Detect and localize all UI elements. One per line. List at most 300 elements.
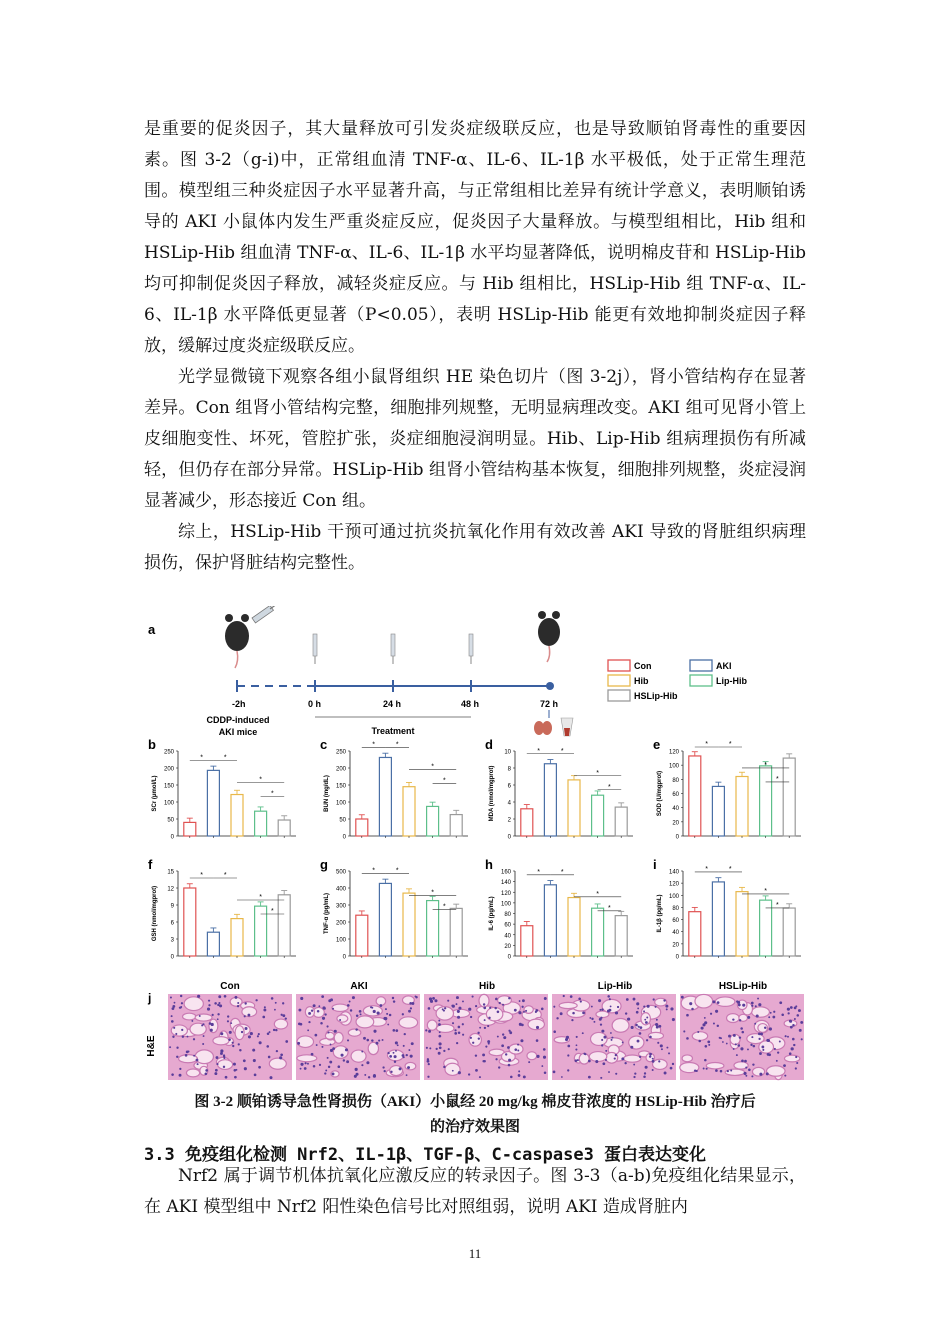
nucleus [470,1037,472,1039]
nucleus [666,1047,668,1049]
nucleus [609,1009,612,1012]
y-tick-label: 500 [335,869,346,876]
y-axis-label: MDA (nmol/mgprot) [489,765,495,822]
chart-panel-g [320,857,468,961]
nucleus [389,1055,392,1058]
chart-panel-b [148,737,296,841]
nucleus [411,1042,414,1045]
nucleus [720,1070,723,1073]
paragraph-summary: 综上，HSLip-Hib 干预可通过抗炎抗氧化作用有效改善 AKI 导致的肾脏组织病理损伤，保护肾脏结构完整性。 [144,522,806,573]
paragraph-histology: 光学显微镜下观察各组小鼠肾组织 HE 染色切片（图 3-2j），肾小管结构存在显著差异。Con 组肾小管结构完整，细胞排列规整，无明显病理改变。AKI 组可见肾小管上皮细胞变性、坏死，管腔扩张，炎症细胞浸润明显。Hib、Lip-Hib 组病理损伤有所减轻，但仍存在部分异常。HSLip-Hib 组肾小管结构基本恢复，细胞排列规整，炎症浸润显著减少，形态接近 Con 组。 [144,367,806,511]
nucleus [212,1014,214,1016]
bar-con [521,926,533,956]
tubule [612,1018,629,1032]
nucleus [373,1010,376,1013]
nucleus [429,1047,431,1049]
y-tick-label: 100 [668,763,679,770]
legend [608,660,747,701]
nucleus [482,1060,484,1062]
nucleus [266,1045,269,1048]
nucleus [601,1039,603,1041]
nucleus [197,1063,199,1065]
nucleus [611,1037,613,1039]
nucleus [205,1072,208,1075]
model-label-line2: AKI mice [218,727,258,737]
nucleus [575,1059,578,1062]
nucleus [779,1041,781,1043]
y-tick-label: 2 [507,817,511,824]
nucleus [670,1067,673,1070]
nucleus [457,1016,460,1019]
chart-panel-d [485,737,633,841]
nucleus [483,1007,486,1010]
nucleus [482,1053,485,1056]
nucleus [644,1072,646,1074]
nucleus [691,1008,693,1010]
nucleus [762,1049,764,1051]
nucleus [630,1046,633,1049]
nucleus [647,1005,650,1008]
significance-star: * [271,908,274,915]
tubule [325,1032,334,1039]
nucleus [355,1068,358,1071]
nucleus [661,1048,663,1050]
y-tick-label: 6 [507,783,511,790]
nucleus [637,1008,639,1010]
tubule [356,1016,374,1028]
nucleus [356,1073,359,1076]
nucleus [428,1007,431,1010]
nucleus [744,1060,747,1063]
nucleus [208,1004,210,1006]
nucleus [229,1031,232,1034]
y-tick-label: 100 [335,800,346,807]
nucleus [624,1062,626,1064]
nucleus [715,1069,718,1072]
nucleus [315,1034,318,1037]
nucleus [605,1050,607,1052]
nucleus [193,1055,195,1057]
y-axis-label: IL-6 (pg/mL) [489,896,495,931]
group-labels [220,981,767,992]
nucleus [610,1032,612,1034]
he-image-lip-hib [552,994,676,1080]
bar-lip-hib [760,766,772,836]
nucleus [658,1060,660,1062]
nucleus [244,1015,246,1017]
legend-item-con [608,660,652,671]
syringe-icon-24h [391,634,395,664]
nucleus [317,1010,320,1013]
nucleus [346,1060,349,1063]
nucleus [703,1068,705,1070]
nucleus [510,1076,513,1079]
nucleus [520,1039,523,1042]
panel-letter-h: h [485,857,493,872]
nucleus [452,1005,455,1008]
y-tick-label: 20 [504,943,511,950]
panel-letter-e: e [653,737,661,752]
nucleus [241,1031,243,1033]
nucleus [255,999,257,1001]
nucleus [399,1067,402,1070]
nucleus [789,1052,792,1055]
nucleus [324,1013,326,1015]
tubule [682,1055,692,1062]
nucleus [395,1050,397,1052]
significance-star: * [705,865,708,873]
bar-aki [712,882,724,956]
nucleus [382,1039,384,1041]
nucleus [717,1025,719,1027]
bar-hib [231,919,243,956]
legend-item-hslip-hib [608,690,678,701]
mouse-icon-right [538,611,560,662]
nucleus [655,1006,657,1008]
nucleus [174,1002,176,1004]
nucleus [308,1012,311,1015]
nucleus [708,1044,710,1046]
nucleus [217,1018,219,1020]
nucleus [390,1071,392,1073]
nucleus [214,1002,217,1005]
nucleus [393,1052,395,1054]
nucleus [395,1029,398,1032]
nucleus [297,1042,300,1045]
tube-icon [561,718,573,736]
y-tick-label: 0 [675,954,679,961]
nucleus [234,996,237,999]
nucleus [658,1025,661,1028]
nucleus [359,1010,362,1013]
nucleus [439,1046,442,1049]
nucleus [282,1014,285,1017]
nucleus [248,1035,251,1038]
bar-con [689,756,701,836]
nucleus [788,1012,790,1014]
nucleus [683,1030,685,1032]
y-tick-label: 10 [504,749,511,756]
nucleus [595,1060,598,1063]
significance-star: * [200,872,203,879]
nucleus [646,1017,648,1019]
nucleus [759,1073,762,1076]
significance-star: * [776,775,779,783]
nucleus [487,1025,489,1027]
tubule [297,1055,317,1062]
nucleus [575,1048,577,1050]
nucleus [223,1057,225,1059]
y-tick-label: 150 [335,783,346,790]
y-tick-label: 0 [170,834,174,841]
nucleus [281,1014,283,1016]
paragraph-nrf2: Nrf2 属于调节机体抗氧化应激反应的转录因子。图 3-3（a-b)免疫组化结果显示，在 AKI 模型组中 Nrf2 阳性染色信号比对照组弱，说明 AKI 造成肾脏内 [144,1166,806,1217]
nucleus [645,1021,648,1024]
nucleus [308,1021,310,1023]
nucleus [205,1069,208,1072]
nucleus [767,1053,770,1056]
nucleus [686,1037,689,1040]
nucleus [219,1004,222,1007]
nucleus [543,1048,546,1051]
nucleus [742,1031,745,1034]
panel-letter-b: b [148,737,156,752]
tubule [692,1032,707,1041]
nucleus [349,1001,351,1003]
nucleus [385,1008,387,1010]
significance-star: * [431,763,434,771]
nucleus [754,1023,756,1025]
nucleus [666,1008,668,1010]
tubule [376,997,386,1006]
nucleus [477,1032,479,1034]
nucleus [442,1008,444,1010]
nucleus [722,1041,724,1043]
legend-item-lip-hib [690,675,747,686]
nucleus [267,1032,270,1035]
nucleus [621,1057,624,1060]
nucleus [239,1049,241,1051]
tubule [269,1058,286,1069]
page-number: 11 [468,1246,482,1261]
nucleus [373,1030,376,1033]
y-axis-label: BUN (mg/dL) [324,775,330,812]
nucleus [776,1060,778,1062]
nucleus [334,1030,337,1033]
nucleus [223,1066,225,1068]
y-tick-label: 140 [668,869,679,876]
nucleus [563,995,565,997]
nucleus [228,1038,231,1041]
nucleus [199,1015,201,1017]
y-tick-label: 120 [668,749,679,756]
nucleus [235,1069,237,1071]
y-tick-label: 120 [668,881,679,888]
nucleus [171,1073,174,1076]
nucleus [740,1047,743,1050]
tubule [332,1004,348,1011]
nucleus [439,1042,442,1045]
svg-text:AKI: AKI [716,661,732,671]
nucleus [458,1007,461,1010]
y-tick-label: 0 [170,954,174,961]
nucleus [518,1070,520,1072]
nucleus [611,1039,613,1041]
nucleus [462,1023,464,1025]
nucleus [170,996,172,998]
nucleus [258,1033,260,1035]
svg-text:Lip-Hib: Lip-Hib [716,676,747,686]
nucleus [665,1005,668,1008]
nucleus [544,997,547,1000]
caption-line-2: 的治疗效果图 [429,1119,520,1135]
nucleus [403,1056,405,1058]
significance-star: * [608,904,611,912]
nucleus [751,1002,754,1005]
nucleus [216,1063,218,1065]
bar-aki [544,885,556,956]
legend-item-aki [690,660,732,671]
nucleus [758,1038,760,1040]
nucleus [443,1050,445,1052]
nucleus [275,1029,277,1031]
nucleus [208,1000,210,1002]
nucleus [779,1001,782,1004]
nucleus [602,1062,605,1065]
bar-hib [736,892,748,956]
nucleus [728,1035,731,1038]
nucleus [438,1035,441,1038]
nucleus [352,996,355,999]
nucleus [790,1026,793,1029]
nucleus [176,1056,178,1058]
caption-line-1: 图 3-2 顺铂诱导急性肾损伤（AKI）小鼠经 20 mg/kg 棉皮苷浓度的 HSLip-Hib 治疗后 [194,1094,756,1110]
nucleus [652,1058,654,1060]
y-tick-label: 0 [342,954,346,961]
nucleus [668,1052,670,1054]
nucleus [715,1010,718,1013]
significance-star: * [431,889,434,897]
tubule [559,1002,577,1008]
significance-star: * [705,741,708,748]
nucleus [411,1002,414,1005]
nucleus [646,1039,648,1041]
nucleus [772,1016,775,1019]
nucleus [517,1049,519,1051]
tubule [784,1055,799,1062]
nucleus [792,1038,795,1041]
nucleus [742,1004,745,1007]
nucleus [332,1072,335,1075]
he-image-con [168,994,292,1080]
bar-con [356,915,368,956]
nucleus [394,1061,396,1063]
nucleus [738,1003,741,1006]
time-label-48h: 48 h [461,699,480,709]
svg-text:Hib: Hib [634,676,649,686]
nucleus [207,1008,210,1011]
nucleus [172,1036,174,1038]
tubule [399,1017,418,1028]
bar-hib [231,795,243,836]
nucleus [328,1066,330,1068]
nucleus [655,1023,658,1026]
y-tick-label: 0 [675,834,679,841]
nucleus [232,1042,234,1044]
nucleus [428,1030,431,1033]
nucleus [753,1045,756,1048]
nucleus [582,1032,584,1034]
nucleus [626,998,629,1001]
nucleus [521,1006,523,1008]
nucleus [404,1033,406,1035]
he-panel-letter: j [148,991,152,1005]
nucleus [402,1013,404,1015]
nucleus [439,1031,441,1033]
nucleus [468,1073,470,1075]
nucleus [225,1076,228,1079]
nucleus [410,1007,412,1009]
nucleus [503,1036,506,1039]
nucleus [269,1076,272,1079]
nucleus [644,1019,646,1021]
nucleus [736,1054,738,1056]
nucleus [273,1029,275,1031]
nucleus [694,1069,696,1071]
significance-star: * [728,865,732,873]
y-tick-label: 15 [167,869,174,876]
bar-hslip-hib [450,815,462,836]
y-tick-label: 300 [335,903,346,910]
nucleus [704,1059,707,1062]
nucleus [275,1002,277,1004]
nucleus [268,1056,271,1059]
nucleus [347,1039,349,1041]
nucleus [406,1054,408,1056]
tubule [184,997,203,1011]
tubule [445,1063,460,1075]
chart-panel-c [320,737,468,841]
panel-letter-f: f [148,857,153,872]
y-tick-label: 0 [507,834,511,841]
nucleus [518,1075,520,1077]
paragraph-inflammation: 是重要的促炎因子，其大量释放可引发炎症级联反应，也是导致顺铂肾毒性的重要因素。图 3-2（g-i)中，正常组血清 TNF-α、IL-6、IL-1β 水平极低，处于正常生理范围。模型组三种炎症因子水平显著升高，与正常组相比差异有统计学意义，表明顺铂诱导的 AKI 小鼠体内发生严重炎症反应，促炎因子大量释放。与模型组相比，Hib 组和 HSLip-Hib 组血清 TNF-α、IL-6、IL-1β 水平均显著降低，说明棉皮苷和 HSLip-Hib 均可抑制促炎因子释放，减轻炎症反应。与 Hib 组相比，HSLip-Hib 组 TNF-α、IL-6、IL-1β 水平降低更显著（P<0.05），表明 HSLip-Hib 能更有效地抑制炎症因子释放，缓解过度炎症级联反应。 [144,119,806,356]
nucleus [332,1047,335,1050]
y-tick-label: 140 [500,880,511,887]
significance-star: * [259,894,262,901]
nucleus [454,1029,456,1031]
nucleus [591,1006,593,1008]
nucleus [330,1044,332,1046]
y-tick-label: 60 [672,918,679,925]
nucleus [458,1026,461,1029]
nucleus [617,1006,619,1008]
nucleus [434,999,437,1002]
nucleus [196,1059,199,1062]
nucleus [377,1011,380,1014]
tubule [451,1009,469,1017]
nucleus [607,995,610,998]
nucleus [217,1013,219,1015]
nucleus [325,1070,327,1072]
nucleus [796,1062,798,1064]
nucleus [553,1006,555,1008]
tubule [351,1050,366,1062]
bar-lip-hib [760,900,772,956]
significance-star: * [764,887,767,895]
nucleus [670,1007,673,1010]
nucleus [458,1071,461,1074]
nucleus [773,1011,775,1013]
nucleus [237,1005,239,1007]
nucleus [320,1022,323,1025]
significance-star: * [728,741,732,748]
nucleus [656,1019,658,1021]
nucleus [717,1001,720,1004]
y-tick-label: 20 [672,942,679,949]
nucleus [341,1054,344,1057]
nucleus [300,1063,303,1066]
nucleus [250,1032,253,1035]
nucleus [448,1048,450,1050]
nucleus [319,1064,321,1066]
tubule [186,1069,199,1077]
y-tick-label: 50 [339,817,346,824]
nucleus [447,1000,449,1002]
nucleus [672,1063,674,1065]
nucleus [430,1000,433,1003]
nucleus [484,1019,486,1021]
